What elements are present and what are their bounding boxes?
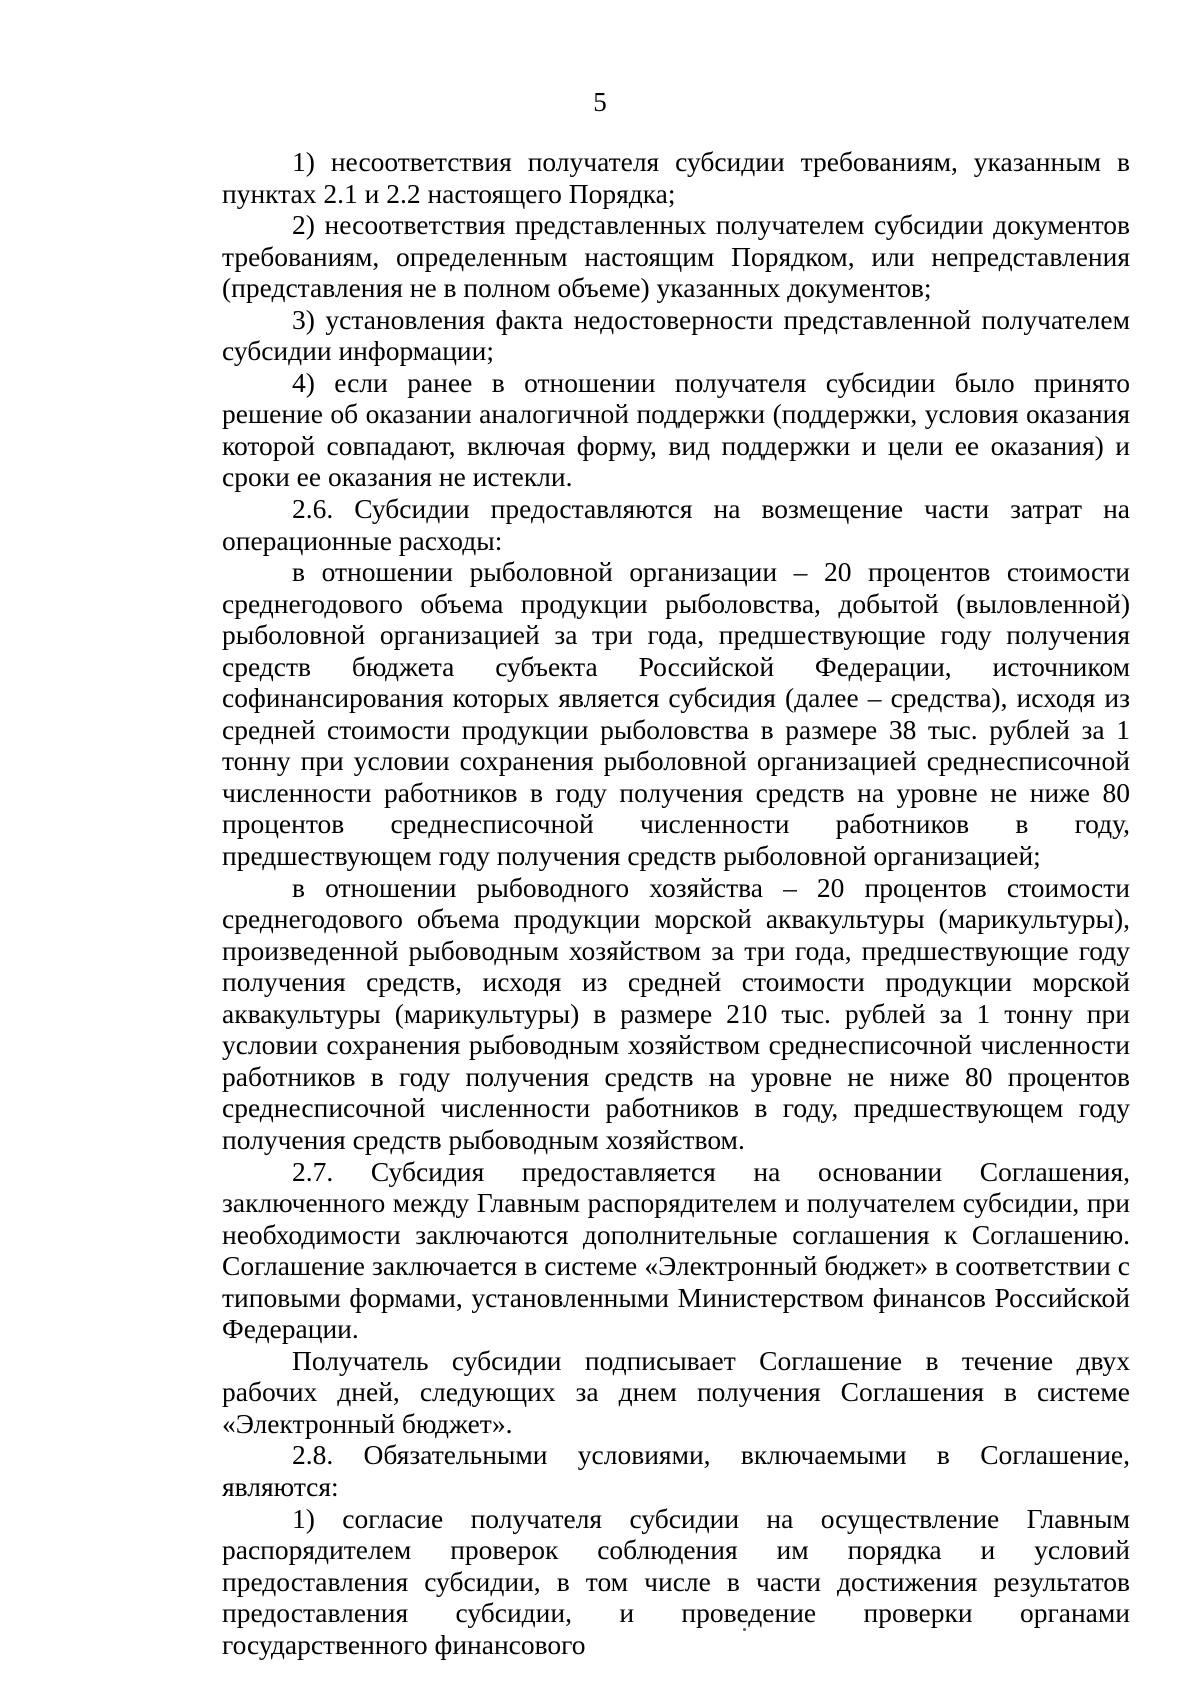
paragraph-item-2: 2) несоответствия представленных получателем субсидии документов требованиям, определенным настоящим Порядком, или непредставления (представления не в полном объеме) указанных документов;: [222, 209, 1130, 304]
paragraph-2-6: 2.6. Субсидии предоставляются на возмещение части затрат на операционные расходы:: [222, 493, 1130, 556]
paragraph-fishing-organization: в отношении рыболовной организации – 20 процентов стоимости среднегодового объема продукции рыболовства, добытой (выловленной) рыболовной организацией за три года, предшествующие году получения средств бюджета субъекта Российской Федерации, источником софинансирования которых является субсидия (далее – средства), исходя из средней стоимости продукции рыболовства в размере 38 тыс. рублей за 1 тонну при условии сохранения рыболовной организацией среднесписочной численности работников в году получения средств на уровне не ниже 80 процентов среднесписочной численности работников в году, предшествующем году получения средств рыболовной организацией;: [222, 556, 1130, 872]
page-number: 5: [593, 87, 607, 117]
paragraph-2-7: 2.7. Субсидия предоставляется на основании Соглашения, заключенного между Главным распорядителем и получателем субсидии, при необходимости заключаются дополнительные соглашения к Соглашению. Соглашение заключается в системе «Электронный бюджет» в соответствии с типовыми формами, установленными Министерством финансов Российской Федерации.: [222, 1155, 1130, 1345]
paragraph-item-4: 4) если ранее в отношении получателя субсидии было принято решение об оказании аналогичной поддержки (поддержки, условия оказания которой совпадают, включая форму, вид поддержки и цели ее оказания) и сроки ее оказания не истекли.: [222, 366, 1130, 493]
paragraph-item-3: 3) установления факта недостоверности представленной получателем субсидии информации;: [222, 303, 1130, 367]
paragraph-condition-1: 1) согласие получателя субсидии на осуществление Главным распорядителем проверок соблюдения им порядка и условий предоставления субсидии, в том числе в части достижения результатов предоставления субсидии, и проведение проверки органами государственного финансового: [222, 1502, 1130, 1660]
paragraph-fish-farm: в отношении рыбоводного хозяйства – 20 процентов стоимости среднегодового объема продукции морской аквакультуры (марикультуры), произведенной рыбоводным хозяйством за три года, предшествующие году получения средств, исходя из средней стоимости продукции морской аквакультуры (марикультуры) в размере 210 тыс. рублей за 1 тонну при условии сохранения рыбоводным хозяйством среднесписочной численности работников в году получения средств на уровне не ниже 80 процентов среднесписочной численности работников в году, предшествующем году получения средств рыбоводным хозяйством.: [222, 871, 1130, 1155]
paragraph-item-1: 1) несоответствия получателя субсидии требованиям, указанным в пунктах 2.1 и 2.2 настоящего Порядка;: [222, 146, 1130, 209]
paragraph-2-8: 2.8. Обязательными условиями, включаемыми в Соглашение, являются:: [222, 1439, 1130, 1502]
paragraph-recipient-signs: Получатель субсидии подписывает Соглашение в течение двух рабочих дней, следующих за днем получения Соглашения в системе «Электронный бюджет».: [222, 1344, 1130, 1439]
scan-speck: [743, 1628, 746, 1631]
document-body: [222, 146, 1130, 1660]
